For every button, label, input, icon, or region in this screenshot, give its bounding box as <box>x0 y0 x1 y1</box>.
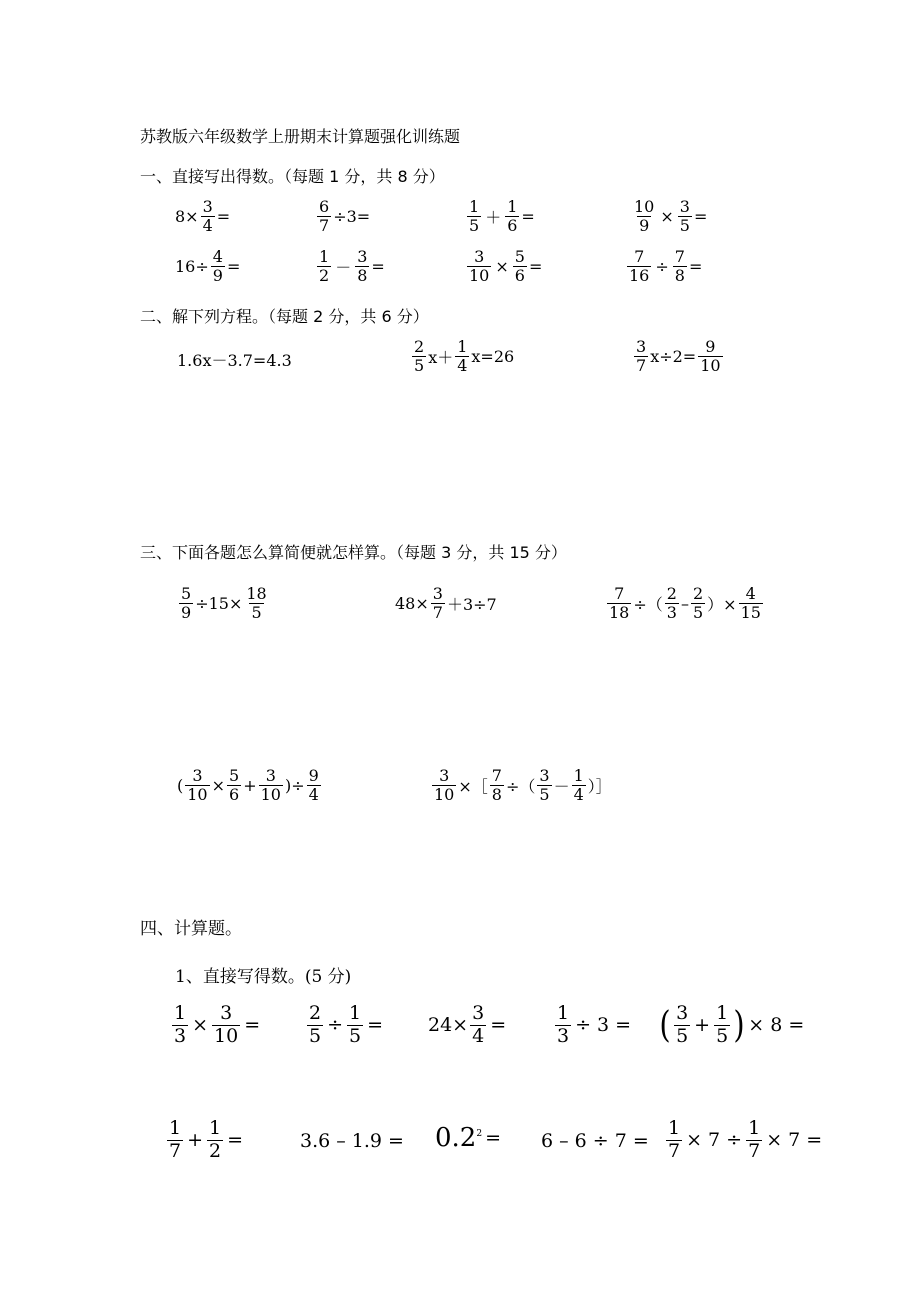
equation-3: $\frac{3}{7}$ x÷2= $\frac{9}{10}$ <box>636 337 721 376</box>
s4-r1-a: $\frac{1}{3}$ × $\frac{3}{10}$ = <box>174 1002 261 1047</box>
s3-problem-2: 48× $\frac{3}{7}$ ＋3÷7 <box>395 584 497 623</box>
s4-r1-d: $\frac{1}{3}$ ÷ 3 = <box>557 1002 632 1047</box>
section4-sub1: 1、直接写得数。(5 分) <box>175 967 352 987</box>
equation-1: 1.6x－3.7=4.3 <box>177 351 292 370</box>
s1-item-1: 8× $\frac{3}{4}$ = <box>175 197 231 236</box>
s1-item-8: $\frac{7}{16}$ ÷ $\frac{7}{8}$ = <box>629 247 703 286</box>
s3-problem-3: $\frac{7}{18}$ ÷（ $\frac{2}{3}$ – $\frac{2}{5}$ ）× $\frac{4}{15}$ <box>609 584 761 623</box>
section2-heading: 二、解下列方程。（每题 2 分，共 6 分） <box>140 307 429 326</box>
section4-heading: 四、计算题。 <box>140 919 242 939</box>
s4-r2-a: $\frac{1}{7}$ + $\frac{1}{2}$ = <box>169 1117 244 1162</box>
s4-r1-b: $\frac{2}{5}$ ÷ $\frac{1}{5}$ = <box>309 1002 384 1047</box>
equation-2: $\frac{2}{5}$ x＋ $\frac{1}{4}$ x=26 <box>414 337 515 376</box>
section1-heading: 一、直接写出得数。（每题 1 分，共 8 分） <box>140 167 445 186</box>
s1-item-2: $\frac{6}{7}$ ÷3= <box>319 197 371 236</box>
s4-r1-e: ( $\frac{3}{5}$ + $\frac{1}{5}$ ) × 8 = <box>659 1002 805 1047</box>
s1-item-4: $\frac{10}{9}$ × $\frac{3}{5}$ = <box>634 197 708 236</box>
s1-item-5: 16÷ $\frac{4}{9}$ = <box>175 247 241 286</box>
s3-problem-1: $\frac{5}{9}$ ÷15× $\frac{18}{5}$ <box>181 584 267 623</box>
s3-problem-5: $\frac{3}{10}$ ×［ $\frac{7}{8}$ ÷（ $\frac{3}{5}$ － $\frac{1}{4}$ ）］ <box>434 766 612 805</box>
s3-problem-4: ( $\frac{3}{10}$ × $\frac{5}{6}$ + $\frac{3}{10}$ )÷ $\frac{9}{4}$ <box>177 766 319 805</box>
page-title: 苏教版六年级数学上册期末计算题强化训练题 <box>140 127 461 146</box>
s1-item-3: $\frac{1}{5}$ ＋ $\frac{1}{6}$ = <box>469 197 535 236</box>
s4-r2-d: 6 – 6 ÷ 7 = <box>541 1130 649 1152</box>
s4-r2-b: 3.6 – 1.9 = <box>300 1130 404 1152</box>
s1-item-7: $\frac{3}{10}$ × $\frac{5}{6}$ = <box>469 247 543 286</box>
section3-heading: 三、下面各题怎么算简便就怎样算。（每题 3 分，共 15 分） <box>140 543 567 562</box>
s4-r1-c: 24× $\frac{3}{4}$ = <box>428 1002 507 1047</box>
s4-r2-c: 0.2 $^2$ = <box>435 1123 502 1153</box>
s1-item-6: $\frac{1}{2}$ － $\frac{3}{8}$ = <box>319 247 385 286</box>
s4-r2-e: $\frac{1}{7}$ × 7 ÷ $\frac{1}{7}$ × 7 = <box>668 1117 823 1162</box>
